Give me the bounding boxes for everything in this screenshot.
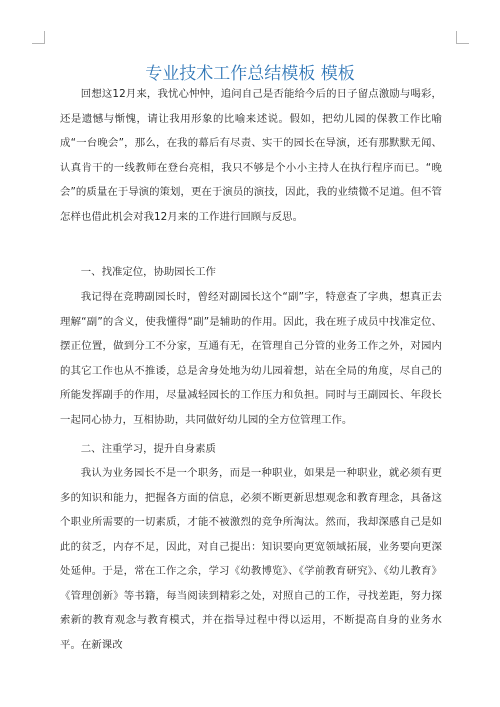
section-heading-1: 一、找准定位，协助园长工作 [80, 266, 216, 278]
paragraph-intro: 回想这12月来，我忧心忡忡，追问自己是否能给今后的日子留点激励与喝彩，还是遗憾与惭愧，请让我用形象的比喻来述说。假如，把幼儿园的保教工作比喻成“一台晚会”，那么，在我的幕后有尽责、实干的园长在导演，还有那默默无闻、认真肯干的一线教师在登台亮相，我只不够是个小小主持人在执行程序而已。“晚会”的质量在于导演的策划，更在于演员的演技，因此，我的业绩微不足道。但不管怎样也借此机会对我12月来的工作进行回顾与反思。 [60, 88, 442, 223]
crop-mark-top-left [32, 31, 45, 44]
section-heading-2: 二、注重学习，提升自身素质 [80, 443, 216, 455]
paragraph-section-1: 我记得在竞聘副园长时，曾经对副园长这个“副”字，特意查了字典，想真正去理解“副”的含义，使我懂得“副”是辅助的作用。因此，我在班子成员中找准定位、摆正位置，做到分工不分家，互通有无，在管理自己分管的业务工作之外，对园内的其它工作也从不推诿，总是舍身处地为幼儿园着想，站在全局的角度，尽自己的所能发挥副手的作用，尽量减轻园长的工作压力和负担。同时与王副园长、年段长一起同心协力，互相协助，共同做好幼儿园的全方位管理工作。 [60, 291, 442, 426]
crop-mark-top-right [456, 31, 469, 44]
paragraph-section-2: 我认为业务园长不是一个职务，而是一种职业，如果是一种职业，就必须有更多的知识和能力，把握各方面的信息，必须不断更新思想观念和教育理念，具备这个职业所需要的一切素质，才能不被激烈的竞争所淘汰。然而，我却深感自己是如此的贫乏，内存不足，因此，对自己提出：知识要向更宽领域拓展，业务要向更深处延伸。于是，常在工作之余，学习《幼教博览》、《学前教育研究》、《幼儿教育》《管理创新》等书籍，每当阅读到精彩之处，对照自己的工作，寻找差距，努力探索新的教育观念与教育模式，并在指导过程中得以运用，不断提高自身的业务水平。在新课改 [60, 467, 442, 651]
document-title: 专业技术工作总结模板 模板 [145, 64, 355, 84]
